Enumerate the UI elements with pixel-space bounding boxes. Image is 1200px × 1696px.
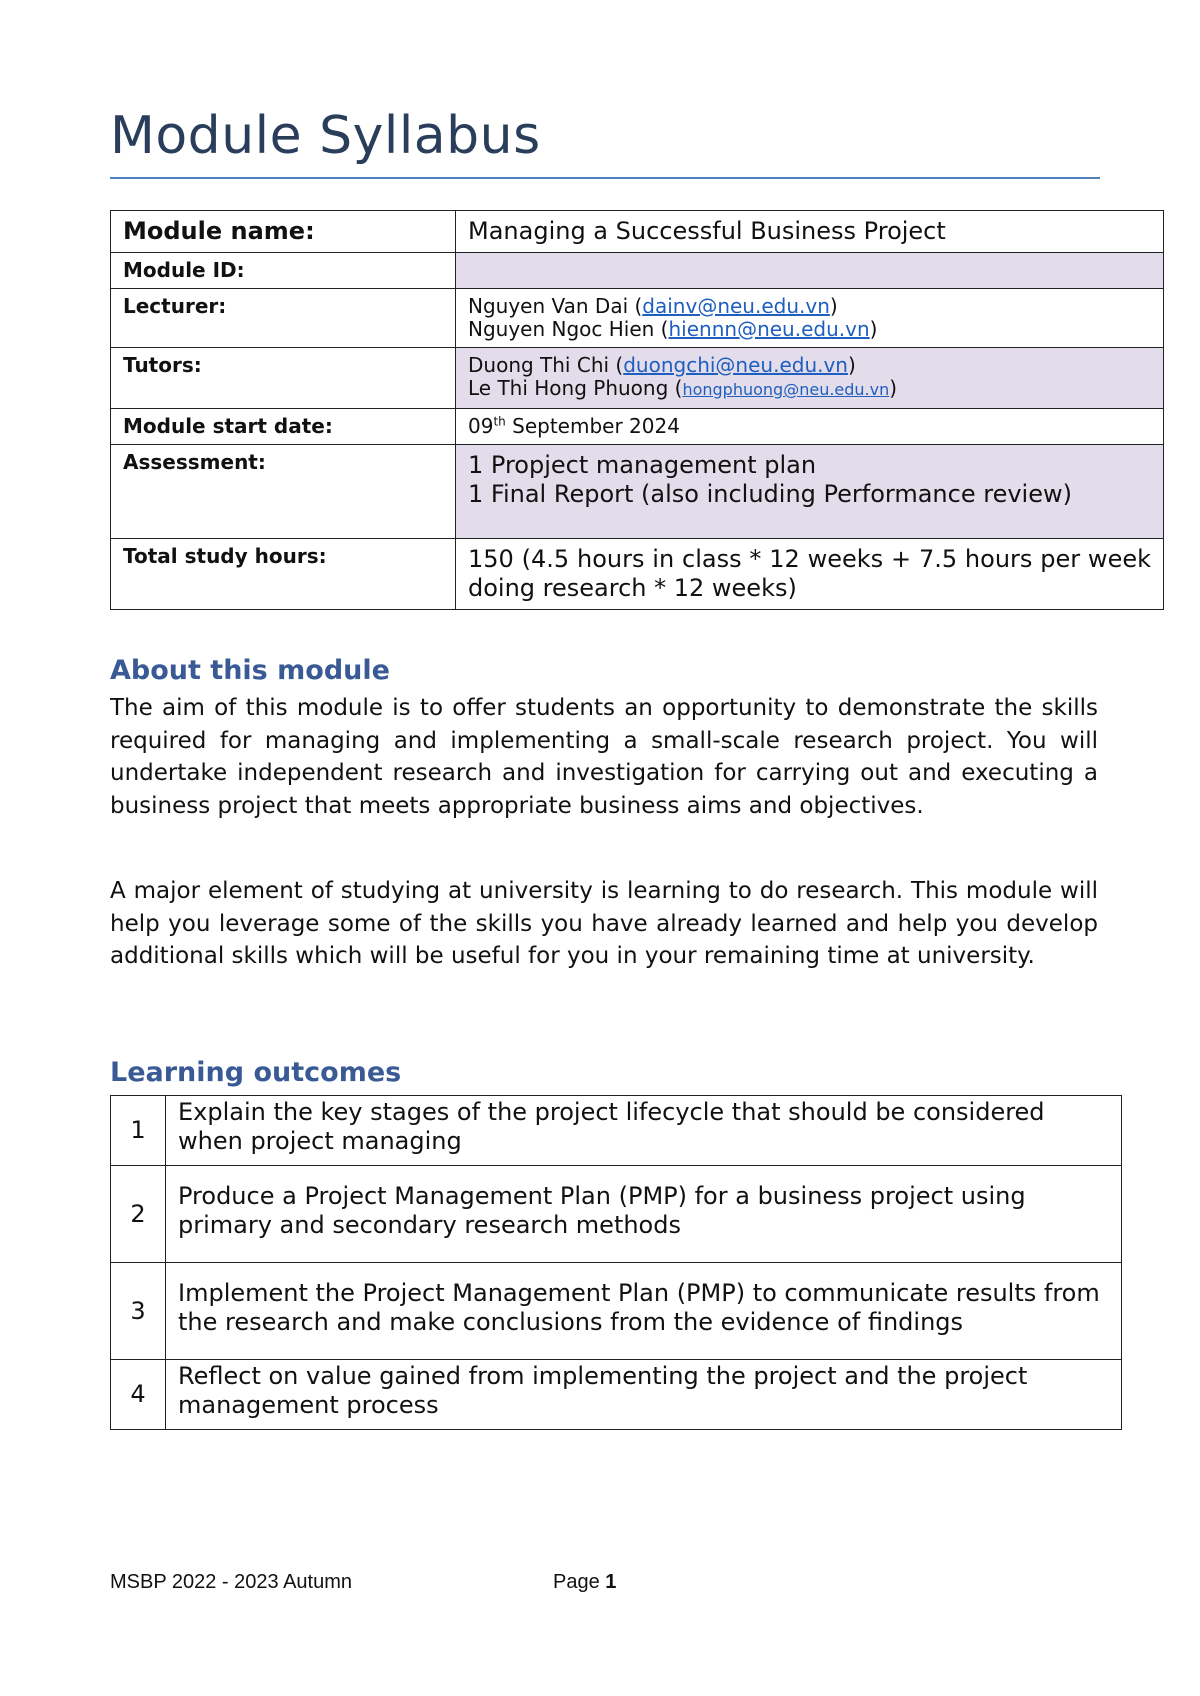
assessment-item: 1 Final Report (also including Performance review) [468, 480, 1072, 508]
start-date-suffix: th [493, 414, 506, 429]
page-title: Module Syllabus [110, 106, 541, 166]
outcome-text: Implement the Project Management Plan (PMP) to communicate results from the research and make conclusions from the evidence of findings [166, 1263, 1122, 1360]
lecturer-name: Nguyen Van Dai ( [468, 294, 643, 318]
outcome-text: Explain the key stages of the project lifecycle that should be considered when project managing [166, 1096, 1122, 1166]
tutors-label: Tutors: [111, 348, 456, 409]
tutor-close: ) [889, 376, 898, 400]
study-hours-label: Total study hours: [111, 539, 456, 610]
assessment-label: Assessment: [111, 445, 456, 539]
assessment-value [456, 445, 1164, 539]
tutor-name: Duong Thi Chi ( [468, 353, 624, 377]
outcome-text: Reflect on value gained from implementing the project and the project management process [166, 1360, 1122, 1430]
module-name-value: Managing a Successful Business Project [456, 211, 1164, 253]
tutor-entry [468, 354, 1151, 377]
start-date-label: Module start date: [111, 409, 456, 445]
table-row [111, 1166, 1122, 1263]
tutors-value [456, 348, 1164, 409]
about-paragraph: The aim of this module is to offer students an opportunity to demonstrate the skills required for managing and implementing a small-scale research project. You will undertake independent research and investigation for carrying out and executing a business project that meets appropriate business aims and objectives. [110, 695, 1098, 819]
table-row [111, 1360, 1122, 1430]
table-row [111, 1096, 1122, 1166]
lecturer-label: Lecturer: [111, 289, 456, 348]
lecturer-close: ) [829, 294, 838, 318]
table-row [111, 1263, 1122, 1360]
module-info-table [110, 210, 1164, 610]
module-id-label: Module ID: [111, 253, 456, 289]
page-label: Page [553, 1571, 606, 1593]
start-date-day: 09 [468, 414, 494, 438]
tutor-entry [468, 377, 1151, 401]
outcome-text: Produce a Project Management Plan (PMP) for a business project using primary and secondary research methods [166, 1166, 1122, 1263]
tutor-name: Le Thi Hong Phuong ( [468, 376, 683, 400]
outcome-number: 1 [111, 1096, 166, 1166]
learning-outcomes-table [110, 1095, 1122, 1430]
about-heading: About this module [110, 655, 390, 686]
title-divider [110, 177, 1100, 179]
study-hours-value: 150 (4.5 hours in class * 12 weeks + 7.5 hours per week doing research * 12 weeks) [456, 539, 1164, 610]
lecturer-name: Nguyen Ngoc Hien ( [468, 317, 669, 341]
start-date-value [456, 409, 1164, 445]
tutor-email-link[interactable]: hongphuong@neu.edu.vn [682, 380, 890, 399]
start-date-rest: September 2024 [505, 414, 680, 438]
tutor-email-link[interactable]: duongchi@neu.edu.vn [623, 353, 848, 377]
module-id-value [456, 253, 1164, 289]
lecturer-email-link[interactable]: dainv@neu.edu.vn [642, 294, 830, 318]
tutor-close: ) [847, 353, 856, 377]
lecturer-entry [468, 295, 1151, 318]
footer-left: MSBP 2022 - 2023 Autumn [110, 1571, 353, 1593]
outcome-number: 3 [111, 1263, 166, 1360]
footer-page [553, 1571, 616, 1594]
lecturer-entry [468, 318, 1151, 341]
assessment-item: 1 Propject management plan [468, 451, 817, 479]
lecturer-close: ) [869, 317, 878, 341]
lecturer-value [456, 289, 1164, 348]
page-number: 1 [605, 1571, 617, 1593]
lecturer-email-link[interactable]: hiennn@neu.edu.vn [668, 317, 870, 341]
module-name-label: Module name: [111, 211, 456, 253]
about-paragraph: A major element of studying at university is learning to do research. This module will help you leverage some of the skills you have already learned and help you develop additional skills which will be useful for you in your remaining time at university. [110, 878, 1098, 969]
outcome-number: 4 [111, 1360, 166, 1430]
outcome-number: 2 [111, 1166, 166, 1263]
learning-outcomes-heading: Learning outcomes [110, 1057, 402, 1088]
